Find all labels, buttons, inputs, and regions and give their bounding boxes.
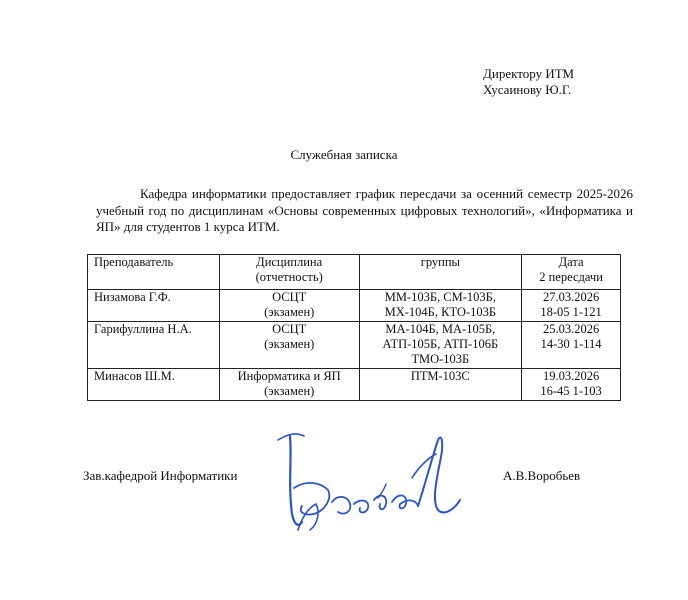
addressee-position: Директору ИТМ (483, 66, 575, 81)
cell-groups: ММ-103Б, СМ-103Б, МХ-104Б, КТО-103Б (359, 290, 522, 322)
signature-strokes (278, 434, 460, 530)
addressee-name: Хусаинову Ю.Г. (483, 82, 572, 97)
signatory-name: А.В.Воробьев (503, 468, 581, 483)
header-discipline: Дисциплина (отчетность) (219, 255, 359, 290)
header-groups: группы (359, 255, 522, 290)
cell-groups: ПТМ-103С (359, 369, 522, 401)
table-row (88, 290, 621, 322)
cell-discipline: ОСЦТ (экзамен) (219, 290, 359, 322)
document-title: Служебная записка (290, 147, 398, 162)
retake-schedule-table (87, 254, 621, 401)
addressee-block (483, 66, 574, 98)
table-row (88, 322, 621, 369)
cell-groups: МА-104Б, МА-105Б, АТП-105Б, АТП-106Б ТМО-103Б (359, 322, 522, 369)
cell-discipline: Информатика и ЯП (экзамен) (219, 369, 359, 401)
cell-teacher: Низамова Г.Ф. (88, 290, 220, 322)
cell-teacher: Минасов Ш.М. (88, 369, 220, 401)
memo-body-text: Кафедра информатики предоставляет график пересдачи за осенний семестр 2025-2026 учебный год по дисциплинам «Основы современных цифровых технологий», «Информатика и ЯП» для студентов 1 курса ИТМ. (96, 186, 633, 234)
cell-teacher: Гарифуллина Н.А. (88, 322, 220, 369)
cell-date: 25.03.2026 14-30 1-114 (522, 322, 621, 369)
cell-date: 27.03.2026 18-05 1-121 (522, 290, 621, 322)
signatory-role: Зав.кафедрой Информатики (83, 468, 238, 483)
table-row (88, 369, 621, 401)
table-header-row (88, 255, 621, 290)
handwritten-signature (268, 418, 468, 536)
memo-body (96, 186, 633, 236)
header-date: Дата 2 пересдачи (522, 255, 621, 290)
header-teacher: Преподаватель (88, 255, 220, 290)
cell-date: 19.03.2026 16-45 1-103 (522, 369, 621, 401)
signature-handwriting: · (388, 532, 389, 533)
cell-discipline: ОСЦТ (экзамен) (219, 322, 359, 369)
